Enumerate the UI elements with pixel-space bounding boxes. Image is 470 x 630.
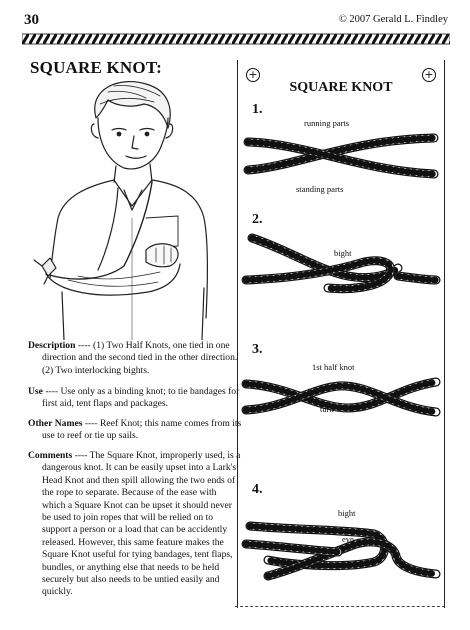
page-number: 30 — [24, 12, 39, 28]
step-2-rope-diagram — [238, 230, 444, 300]
plus-circle-icon: + — [246, 68, 260, 82]
instruction-panel — [237, 60, 445, 608]
description-term: Description — [28, 340, 76, 351]
other-names-dash: ---- — [82, 418, 101, 429]
comments-text: The Square Knot, improperly used, is a dangerous knot. It can be easily upset into a Lark's Head Knot and then spill allowing the two ends of the rope to separate. Because of the ease with which a Square Knot can be upset it should never be used to join ropes that will be relied on to support a person or a load that can be accidently released. However, this same feature makes the Square Knot useful for tying bandages, tent flaps, bundles, or anything else that needs to be held securely but also needs to be untied easily and quickly. — [42, 450, 241, 598]
comments-dash: ---- — [72, 450, 90, 461]
sling-figure-illustration — [28, 78, 218, 340]
copyright: © 2007 Gerald L. Findley — [338, 14, 448, 25]
panel-title: SQUARE KNOT — [289, 80, 393, 95]
step-1-number: 1. — [252, 102, 263, 117]
use-paragraph — [28, 386, 242, 411]
step-3-number: 3. — [252, 342, 263, 357]
comments-term: Comments — [28, 450, 73, 461]
step-4-number: 4. — [252, 482, 263, 497]
comments-paragraph — [28, 450, 242, 599]
other-names-paragraph — [28, 418, 242, 443]
left-title: SQUARE KNOT: — [30, 58, 162, 77]
panel-bottom-dashed-line — [235, 606, 445, 607]
step-2-number: 2. — [252, 212, 263, 227]
step-2-label-bight: bight — [334, 248, 352, 258]
description-text: (1) Two Half Knots, one tied in one direction and the second tied in the other direction. (2) Two interlocking bights. — [42, 340, 238, 376]
step-1-label-running-parts: running parts — [304, 118, 350, 128]
step-3-label-turn: turn — [320, 404, 334, 414]
description-dash: ---- — [75, 340, 94, 351]
step-4-label-bight: bight — [338, 508, 356, 518]
use-term: Use — [28, 386, 43, 397]
other-names-term: Other Names — [28, 418, 83, 429]
step-4-rope-diagram — [238, 516, 444, 592]
use-text: Use only as a binding knot; to tie bandages for first aid, tent flaps and packages. — [42, 386, 240, 410]
step-1-label-standing-parts: standing parts — [296, 184, 344, 194]
use-dash: ---- — [42, 386, 61, 397]
plus-circle-icon: + — [422, 68, 436, 82]
step-1-rope-diagram — [238, 130, 444, 184]
step-3-label-half-knot: 1st half knot — [312, 362, 355, 372]
step-4-label-eye: eye — [342, 534, 354, 544]
description-paragraph — [28, 340, 242, 377]
step-3-rope-diagram — [238, 372, 444, 422]
other-names-text: Reef Knot; this name comes from its use to reef or tie up sails. — [42, 418, 242, 442]
rope-banner — [22, 33, 450, 45]
